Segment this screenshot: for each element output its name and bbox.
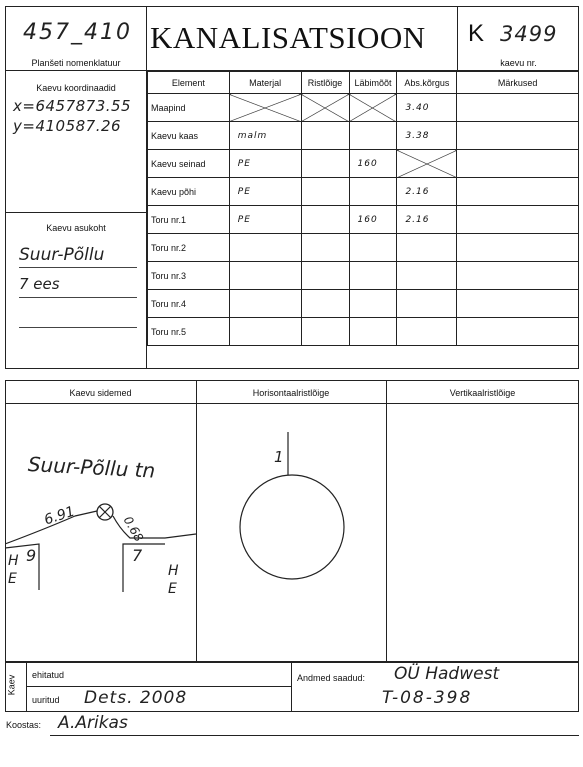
table-cell-labimoot: [349, 122, 397, 150]
table-cell-markused: [457, 290, 579, 318]
table-row: [148, 290, 579, 318]
table-header-cell: Märkused: [457, 72, 579, 94]
table-cell-materjal: [229, 290, 301, 318]
section-vertikaal: Vertikaalristlõige: [449, 388, 516, 398]
table-cell-materjal: [229, 94, 301, 122]
table-cell-materjal: PE: [229, 206, 301, 234]
footer-andmed-value-2: T-08-398: [382, 688, 473, 708]
table-cell-markused: [457, 94, 579, 122]
footer-uuritud-label: uuritud: [32, 695, 60, 705]
table-cell-ristloige: [301, 122, 349, 150]
table-cell-element: Toru nr.4: [148, 290, 230, 318]
footer-andmed-label: Andmed saadud:: [297, 673, 366, 683]
table-cell-markused: [457, 318, 579, 346]
table-cell-abs: 3.38: [397, 122, 457, 150]
table-cell-abs: [397, 318, 457, 346]
coords-label: Kaevu koordinaadid: [36, 83, 116, 93]
table-cell-ristloige: [301, 178, 349, 206]
table-cell-materjal: malm: [229, 122, 301, 150]
table-cell-materjal: PE: [229, 150, 301, 178]
well-prefix: K: [468, 20, 485, 47]
footer-ehitatud-label: ehitatud: [32, 670, 65, 680]
sketch-dist-1: 6.91: [42, 503, 77, 529]
table-cell-ristloige: [301, 150, 349, 178]
nomenclature-label: Planšeti nomenklatuur: [31, 58, 121, 68]
sketch-house-1: 9: [26, 546, 37, 565]
table-cell-labimoot: 160: [349, 206, 397, 234]
table-row: [148, 262, 579, 290]
table-cell-labimoot: [349, 234, 397, 262]
table-cell-materjal: [229, 262, 301, 290]
table-cell-abs: 3.40: [397, 94, 457, 122]
well-elements-table: [147, 71, 579, 346]
footer-koostas-line: [50, 735, 579, 736]
table-header-cell: Läbimõõt: [349, 72, 397, 94]
table-cell-labimoot: [349, 178, 397, 206]
table-cell-labimoot: [349, 262, 397, 290]
location-sketch: [5, 404, 196, 662]
table-cell-labimoot: 160: [349, 150, 397, 178]
table-cell-element: Maapind: [148, 94, 230, 122]
sketch-divider-2: [386, 380, 387, 662]
table-cell-materjal: PE: [229, 178, 301, 206]
table-header-cell: Abs.kõrgus: [397, 72, 457, 94]
table-cell-ristloige: [301, 234, 349, 262]
footer-mid-line: [26, 686, 291, 687]
table-row: [148, 178, 579, 206]
table-row: [148, 150, 579, 178]
location-line-1: Suur-Põllu: [19, 245, 137, 268]
table-cell-abs: [397, 234, 457, 262]
table-cell-materjal: [229, 318, 301, 346]
table-cell-markused: [457, 150, 579, 178]
well-number-cell: [458, 6, 579, 71]
table-row: [148, 318, 579, 346]
table-cell-markused: [457, 206, 579, 234]
table-cell-markused: [457, 178, 579, 206]
well-number-label: kaevu nr.: [500, 58, 537, 68]
table-cell-markused: [457, 262, 579, 290]
table-cell-ristloige: [301, 318, 349, 346]
sketch-street-name: Suur-Põllu tn: [27, 452, 156, 483]
coord-y: y=410587.26: [13, 117, 122, 135]
footer-koostas-label: Koostas:: [6, 720, 42, 730]
table-header-cell: Ristlõige: [301, 72, 349, 94]
table-row: [148, 94, 579, 122]
coord-x: x=6457873.55: [13, 97, 132, 115]
table-cell-ristloige: [301, 290, 349, 318]
manhole-symbol: [97, 504, 113, 520]
table-cell-abs: [397, 150, 457, 178]
sketch-he-1: H E: [8, 553, 19, 587]
table-cell-abs: 2.16: [397, 206, 457, 234]
table-header-cell: Materjal: [229, 72, 301, 94]
location-line-3: [19, 305, 137, 328]
location-label: Kaevu asukoht: [46, 223, 106, 233]
horizontal-cross-section: [196, 404, 386, 662]
sketch-he-2: H E: [168, 563, 179, 597]
footer-right-divider: [291, 662, 292, 712]
table-row: [148, 206, 579, 234]
table-cell-element: Kaevu põhi: [148, 178, 230, 206]
table-cell-element: Kaevu seinad: [148, 150, 230, 178]
table-cell-labimoot: [349, 318, 397, 346]
pipe-number: 1: [274, 448, 284, 466]
location-line-2: 7 ees: [19, 275, 137, 298]
table-cell-ristloige: [301, 94, 349, 122]
footer-kaev-divider: [26, 662, 27, 712]
table-cell-ristloige: [301, 206, 349, 234]
table-cell-abs: [397, 290, 457, 318]
page-title: [147, 6, 458, 71]
table-cell-element: Toru nr.1: [148, 206, 230, 234]
section-horisontaal: Horisontaalristlõige: [252, 388, 330, 398]
sketch-house-2: 7: [132, 546, 143, 565]
sketch-house-right: [123, 544, 165, 592]
table-cell-element: Toru nr.5: [148, 318, 230, 346]
title-text: KANALISATSIOON: [150, 20, 426, 55]
nomenclature-cell: [5, 6, 147, 71]
footer-kaev-label: Kaev: [6, 674, 17, 696]
table-cell-abs: [397, 262, 457, 290]
table-cell-element: Kaevu kaas: [148, 122, 230, 150]
table-cell-markused: [457, 122, 579, 150]
nomenclature-value: 457_410: [23, 20, 132, 45]
well-number-value: 3499: [500, 22, 558, 46]
table-cell-element: Toru nr.3: [148, 262, 230, 290]
section-sidemed: Kaevu sidemed: [69, 388, 132, 398]
table-cell-materjal: [229, 234, 301, 262]
table-cell-abs: 2.16: [397, 178, 457, 206]
sketch-dist-2: 0.68: [120, 513, 147, 545]
footer-uuritud-value: Dets. 2008: [84, 688, 188, 708]
table-cell-ristloige: [301, 262, 349, 290]
location-cell: [5, 213, 147, 369]
footer-koostas-value: A.Arikas: [58, 713, 128, 733]
table-header-row: [148, 72, 579, 94]
table-row: [148, 122, 579, 150]
well-circle: [240, 475, 344, 579]
footer-andmed-value-1: OÜ Hadwest: [394, 664, 500, 684]
table-cell-labimoot: [349, 290, 397, 318]
table-cell-labimoot: [349, 94, 397, 122]
table-cell-markused: [457, 234, 579, 262]
table-cell-element: Toru nr.2: [148, 234, 230, 262]
table-row: [148, 234, 579, 262]
coords-cell: [5, 71, 147, 213]
table-header-cell: Element: [148, 72, 230, 94]
